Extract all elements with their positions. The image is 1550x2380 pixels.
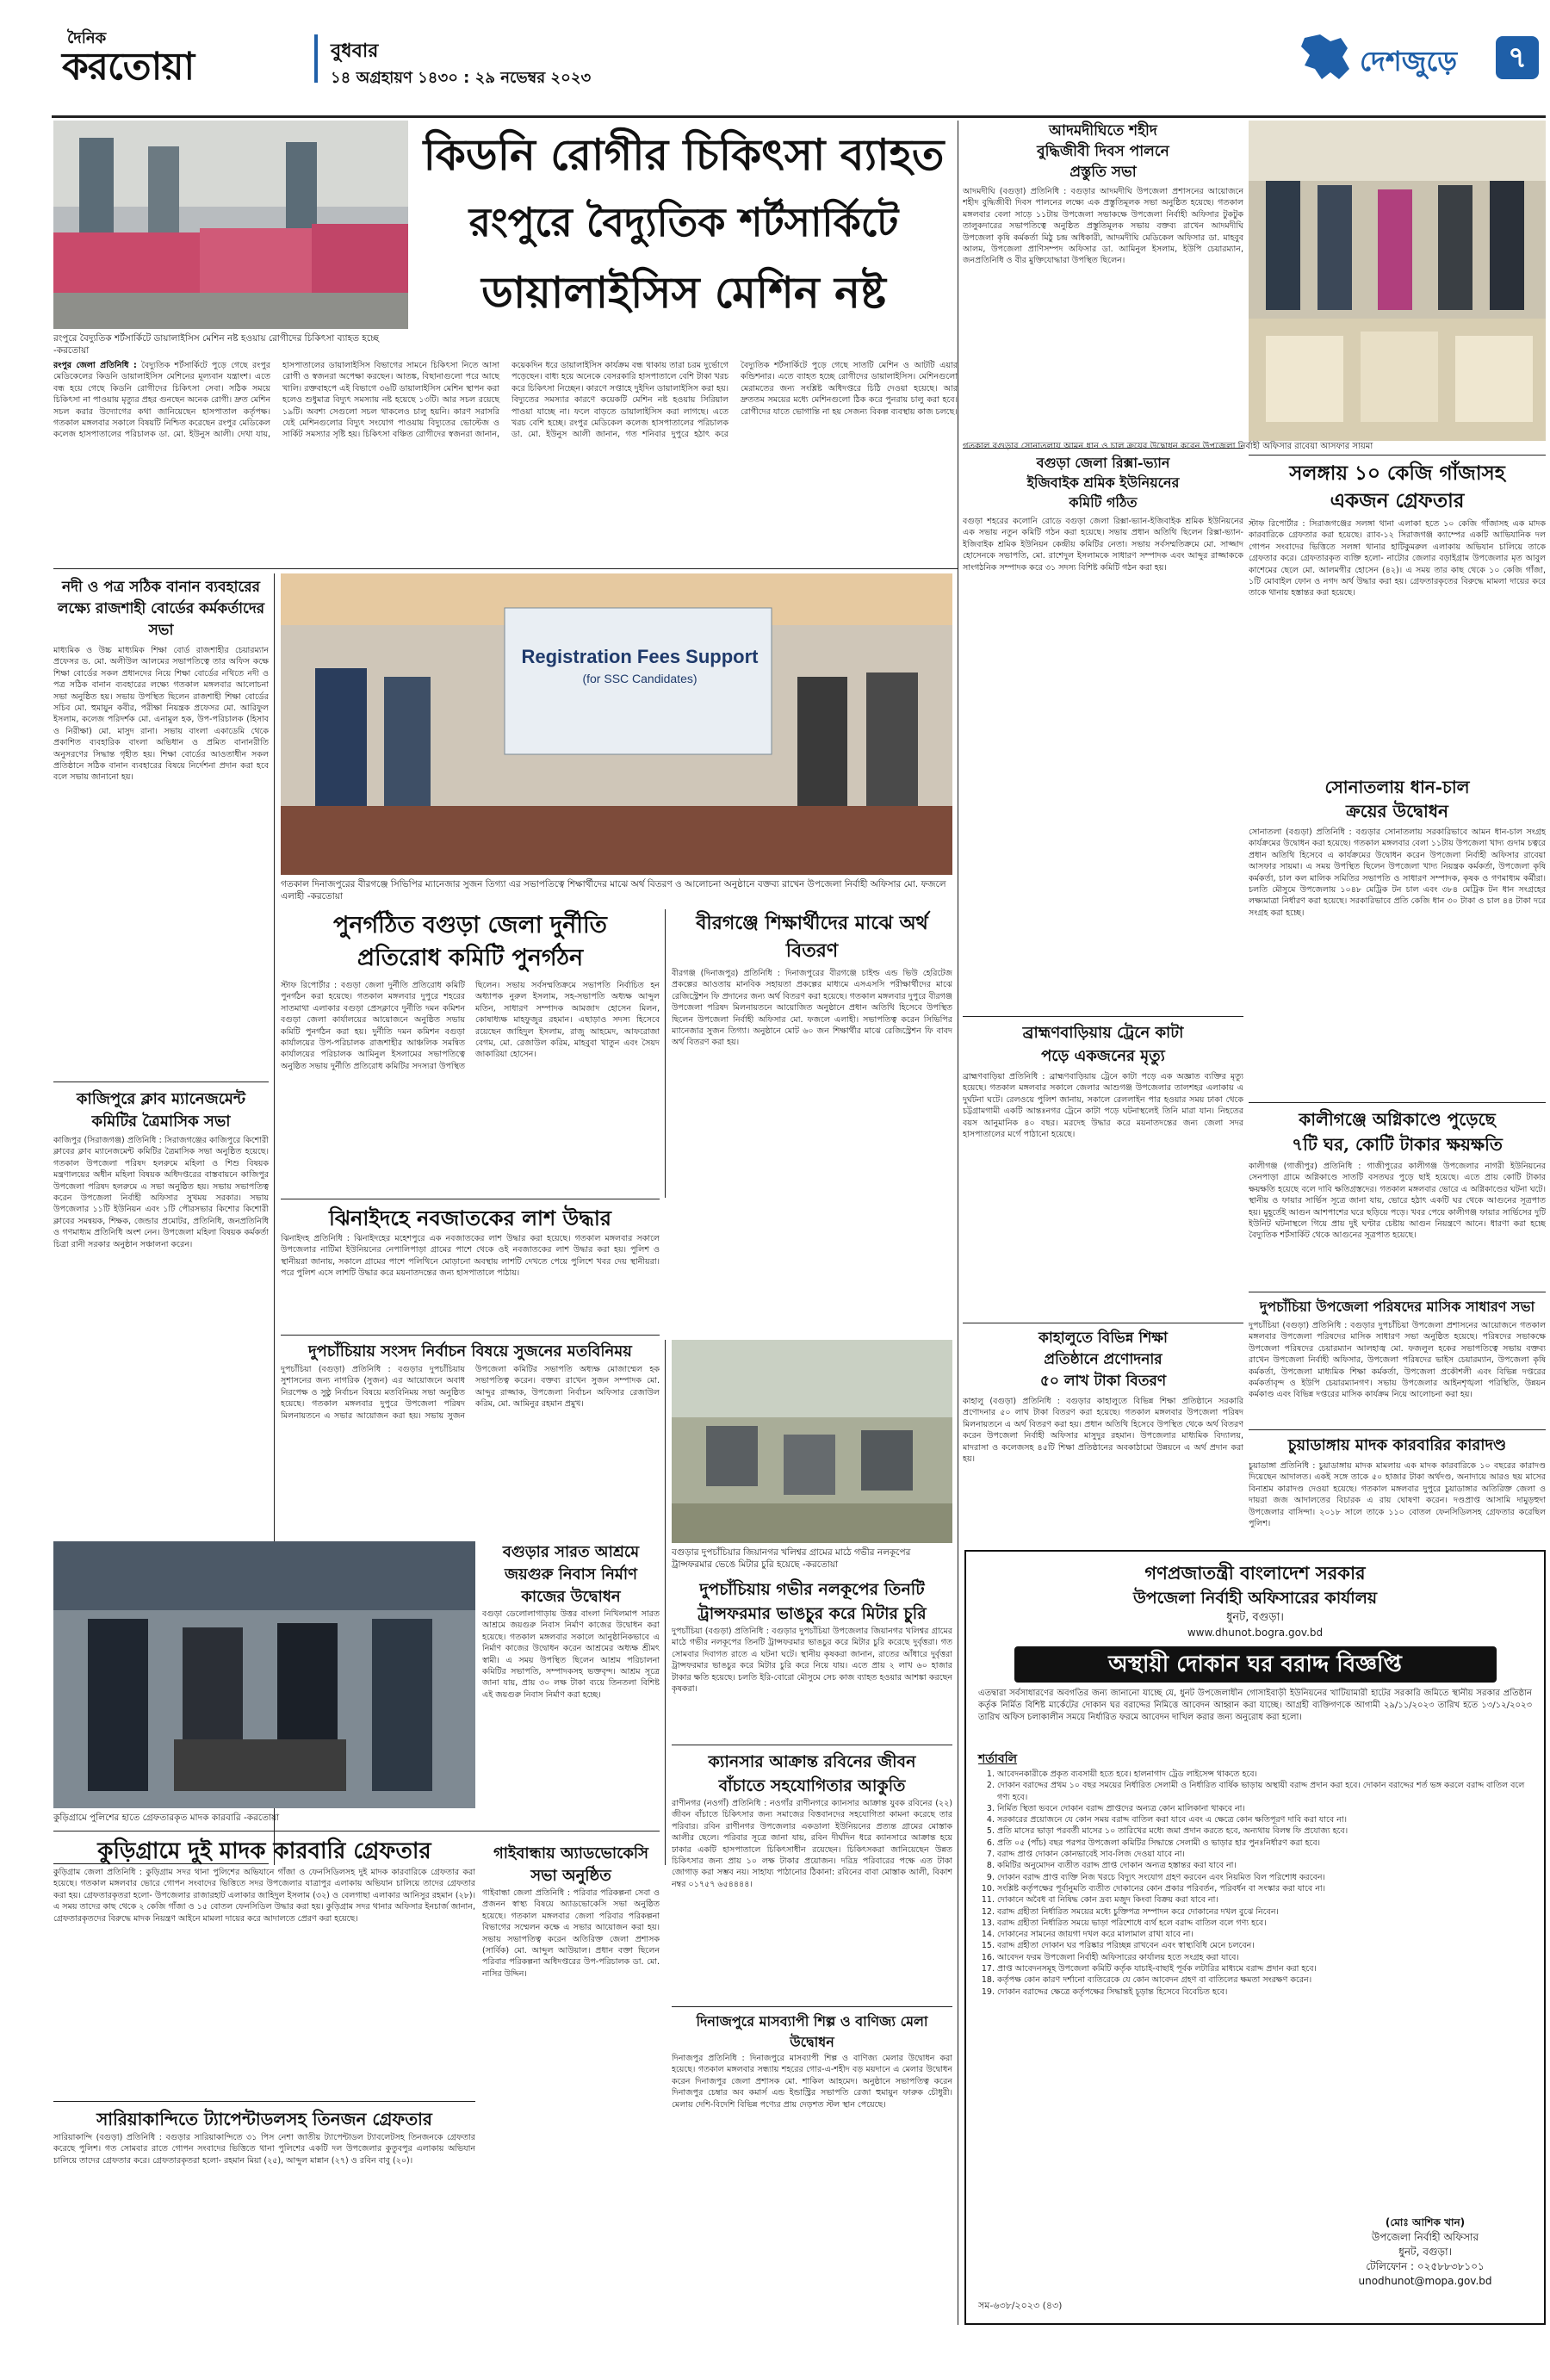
kidney-bottom-rule xyxy=(53,568,958,569)
nodi-story xyxy=(53,573,269,1063)
issue-date: ১৪ অগ্রহায়ণ ১৪৩০ : ২৯ নভেম্বর ২০২৩ xyxy=(331,69,592,87)
brahmanbaria-headline-2: পড়ে একজনের মৃত্যু xyxy=(1041,1047,1165,1065)
birganj-headline: বীরগঞ্জে শিক্ষার্থীদের মাঝে অর্থ বিতরণ xyxy=(696,912,928,962)
sarat-headline: বগুড়ার সারত আশ্রমে জয়গুরু নিবাস নির্মাণ কাজের উদ্বোধন xyxy=(502,1543,640,1606)
sarat-story xyxy=(482,1541,660,1807)
rice-sacks-photo xyxy=(1249,121,1546,441)
brahmanbaria-body: ব্রাহ্মণবাড়িয়া প্রতিনিধি : ব্রাহ্মণবাড়িয়ায় ট্রেনে কাটা পড়ে এক অজ্ঞাত ব্যক্তির মৃত্যু হয়েছে। গতকাল মঙ্গলবার সকালে জেলার আশুগঞ্জ উপজেলার তালশহর এলাকায় এ দুর্ঘটনা ঘটে। রেলওয়ে পুলিশ জানায়, সকালে রেললাইন পার হওয়ার সময় ঢাকা থেকে চট্টগ্রামগামী একটি আন্তঃনগর ট্রেনে কাটা পড়ে ঘটনাস্থলেই তিনি মারা যান। নিহতের বয়স আনুমানিক ৪০ বছর। মরদেহ উদ্ধার করে ময়নাতদন্তের জন্য জেলা সদর হাসপাতালের মর্গে পাঠানো হয়েছে। xyxy=(963,1072,1243,1140)
mid-rule-2 xyxy=(281,1335,660,1336)
salanga-body: স্টাফ রিপোর্টার : সিরাজগঞ্জের সলঙ্গা থানা এলাকা হতে ১০ কেজি গাঁজাসহ এক মাদক কারবারিকে গ্রেফতার করা হয়েছে। র‍্যাব-১২ সিরাজগঞ্জ ক্যাম্পের একটি আভিযানিক দল গোপন সংবাদের ভিত্তিতে সলঙ্গা থানার হাটিকুমরুল এলাকায় অভিযান চালিয়ে তাকে গ্রেফতার করে। গ্রেফতারকৃত ব্যক্তি হলো- নাটোর জেলার বড়াইগ্রাম উপজেলার মৃত আবুল কাশেমের ছেলে মো. আলমগীর হোসেন (৪২)। এ সময় তার কাছ থেকে ১০ কেজি গাঁজা, ১টি মোবাইল ফোন ও নগদ অর্থ উদ্ধার করা হয়। গ্রেফতারকৃতের বিরুদ্ধে মামলা দায়ের করে তাকে থানায় হস্তান্তর করা হয়েছে। xyxy=(1249,519,1546,598)
sonatola-body: সোনাতলা (বগুড়া) প্রতিনিধি : বগুড়ার সোনাতলায় সরকারিভাবে আমন ধান-চাল সংগ্রহ কার্যক্রমের উদ্বোধন করা হয়েছে। গতকাল মঙ্গলবার বেলা ১১টায় উপজেলা খাদ্য গুদাম চত্বরে প্রধান অতিথি হিসেবে এ কার্যক্রমের উদ্বোধন করেন উপজেলা নির্বাহী অফিসার রাবেয়া আসফার সায়মা। এ সময় উপস্থিত ছিলেন উপজেলা খাদ্য নিয়ন্ত্রক কর্মকর্তা, উপজেলা কৃষি কর্মকর্তা, চাল কল মালিক সমিতির সভাপতি ও সাধারণ সম্পাদক, কৃষক ও গণমাধ্যম কর্মীরা। চলতি মৌসুমে উপজেলায় ১০৪৮ মেট্রিক টন চাল এবং ৩৮৪ মেট্রিক টন ধান সংগ্রহের লক্ষ্যমাত্রা নির্ধারণ করা হয়েছে। সরকারিভাবে প্রতি কেজি ধান ৩০ টাকা ও চাল ৪৪ টাকা দরে সংগ্রহ করা হচ্ছে। xyxy=(1249,827,1546,918)
sonatola-headline-1: সোনাতলায় ধান-চাল xyxy=(1324,777,1470,797)
cancer-story xyxy=(672,1750,952,2001)
notice-signer-place: ধুনট, বগুড়া। xyxy=(1398,2246,1452,2258)
kidney-body-text: বৈদ্যুতিক শর্টসার্কিটে পুড়ে গেছে রংপুর মেডিকেলের কিডনি ডায়ালাইসিস মেশিনের মূল্যবান যন্ত্রাংশ। এতে বন্ধ হয়ে গেছে কিডনি রোগীদের চিকিৎসা সেবা। সঠিক সময়ে চিকিৎসা না পাওয়ায় মৃত্যুর প্রহর গুনছেন অনেক রোগী। দ্রুত মেশিন সচল করার উদ্যোগের কথা জানিয়েছেন হাসপাতাল কর্তৃপক্ষ। গতকাল মঙ্গলবার সকালে বিষয়টি নিশ্চিত করেছেন রংপুর মেডিকেল কলেজ হাসপাতালের পরিচালক ডা. মো. ইউনুস আলী। দেখা যায়, হাসপাতালের ডায়ালাইসিস বিভাগের সামনে চিকিৎসা নিতে আসা রোগী ও স্বজনরা অপেক্ষা করছেন। আতঙ্ক, বিছানাগুলো পরে আছে খালি। রক্তবাহপে এই বিভাগে ৩৬টি ডায়ালাইসিস মেশিন স্থাপন করা হলেও শুধুমাত্র বিদ্যুৎ সমস্যায় নষ্ট হয়েছে ১৩টি। আর সচল রয়েছে ১৯টি। অবশ্য সেগুলো সচল থাকলেও চালু হয়নি। কারণ সরাসরি যেই মেশিনগুলোর বিদ্যুৎ সংযোগ পাওয়ায় বিদ্যুতের ভোল্টেজ ও সার্কিট সমস্যার সৃষ্টি হয়। চিকিৎসা বঞ্চিত রোগীদের স্বজনরা জানান, কয়েকদিন ধরে ডায়ালাইসিস কার্যক্রম বন্ধ থাকায় তারা চরম দুর্ভোগে পড়েছেন। বাধ্য হয়ে অনেকে বেসরকারি হাসপাতালে বেশি টাকা খরচ করে চিকিৎসা নিচ্ছেন। কারণে সপ্তাহে দুইদিন ডায়ালাইসিস করা হয়। বিদ্যুতের সমস্যার কারণে কয়েকটি মেশিন নষ্ট হওয়ায় সিরিয়াল পাওয়া যাচ্ছে না। ফলে বাড়তে ডায়ালাইসিস করা লাগছে। এতে খরচ বেশি হচ্ছে। রংপুর মেডিকেল কলেজ হাসপাতালের পরিচালক ডা. মো. ইউনুস আলী জানান, গত শনিবার দুপুরে হঠাৎ করে বৈদ্যুতিক শর্টসার্কিটে পুড়ে গেছে সাতটি মেশিন ও আটটি এয়ার কন্ডিশনার। এতে ব্যাহত হচ্ছে রোগীদের ডায়ালাইসিস। মেশিনগুলো মেরামতের জন্য সংশ্লিষ্ট অধিদপ্তরে চিঠি দেওয়া হয়েছে। আর দ্রুততম সময়ের মধ্যে মেশিনগুলো ঠিক করে পুনরায় চালু করা হবে। রোগীদের যাতে ভোগান্তি না হয় সেজন্য বিকল্প ব্যবস্থায় কাজ চলছে। xyxy=(53,361,958,440)
sariakandi-body: সারিয়াকান্দি (বগুড়া) প্রতিনিধি : বগুড়ার সারিয়াকান্দিতে ৩১ পিস নেশা জাতীয় ট্যাপেন্টাডল ট্যাবলেটসহ তিনজনকে গ্রেফতার করেছে পুলিশ। গত সোমবার রাতে গোপন সংবাদের ভিত্তিতে থানা পুলিশের একটি দল উপজেলার কুতুবপুর এলাকায় অভিযান চালিয়ে তাদের গ্রেফতার করে। গ্রেফতারকৃতরা হলো- রহমান মিয়া (২৫), আব্দুল মান্নান (২৭) ও রবিন বাবু (২০)। xyxy=(53,2133,475,2166)
birganj-story xyxy=(672,909,952,1183)
condition-item: 1. আবেদনকারীকে প্রকৃত ব্যবসায়ী হতে হবে। হালনাগাদ ট্রেড লাইসেন্স থাকতে হবে। xyxy=(997,1769,1532,1780)
dupchanchia3-story xyxy=(1249,1297,1546,1423)
sariakandi-rule xyxy=(53,2101,475,2102)
notice-gov: গণপ্রজাতন্ত্রী বাংলাদেশ সরকার xyxy=(1144,1562,1366,1584)
adamdighi-body: আদমদীঘি (বগুড়া) প্রতিনিধি : বগুড়ার আদমদীঘি উপজেলা প্রশাসনের আয়োজনে শহীদ বুদ্ধিজীবী দিবস পালনের লক্ষ্যে এক প্রস্তুতিমূলক সভা অনুষ্ঠিত হয়েছে। গতকাল মঙ্গলবার বেলা সাড়ে ১১টায় উপজেলা সভাকক্ষে উপজেলা নির্বাহী অফিসার টুকটুক তালুকদারের সভাপতিত্বে অনুষ্ঠিত প্রস্তুতিমূলক সভায় বক্তব্য রাখেন আদমদীঘি উপজেলা কৃষি কর্মকর্তা মিঠু চন্দ্র অধিকারী, আদমদীঘি মেডিকেল অফিসার ডা. মাহবুব আলম, উপজেলা প্রাণিসম্পদ অফিসার ডা. আমিনুল ইসলাম, ইউপি চেয়ারম্যান, জনপ্রতিনিধি ও বীর মুক্তিযোদ্ধারা উপস্থিত ছিলেন। xyxy=(963,187,1243,266)
adamdighi-headline-2: বুদ্ধিজীবী দিবস পালনে xyxy=(1037,143,1169,160)
kahalu-headline-1: কাহালুতে বিভিন্ন শিক্ষা xyxy=(1038,1329,1168,1347)
kurigram-headline: কুড়িগ্রামে দুই মাদক কারবারি গ্রেফতার xyxy=(97,1838,431,1864)
transformer-photo xyxy=(672,1340,952,1543)
brahmanbaria-story xyxy=(963,1021,1243,1312)
condition-item: 19. দোকান বরাদ্দের ক্ষেত্রে কর্তৃপক্ষের সিদ্ধান্তই চূড়ান্ত হিসেবে বিবেচিত হবে। xyxy=(997,1986,1532,1998)
sariakandi-headline: সারিয়াকান্দিতে ট্যাপেন্টাডলসহ তিনজন গ্রেফতার xyxy=(96,2109,432,2129)
sujon-story xyxy=(281,1340,660,1536)
sariakandi-story xyxy=(53,2106,475,2339)
kidney-photo-caption: রংপুরে বৈদ্যুতিক শর্টসার্কিটে ডায়ালাইসিস মেশিন নষ্ট হওয়ায় রোগীদের চিকিৎসা ব্যাহত হচ্ছে -করতোয়া xyxy=(53,333,379,356)
notice-signer: (মোঃ আশিক খান) xyxy=(1385,2216,1466,2228)
dinajpur-rule xyxy=(672,2006,952,2007)
condition-item: 18. কর্তৃপক্ষ কোন কারণ দর্শানো ব্যতিরেকে যে কোন আবেদন গ্রহণ বা বাতিলের ক্ষমতা সংরক্ষণ করেন। xyxy=(997,1974,1532,1986)
kidney-headline-1: কিডনি রোগীর চিকিৎসা ব্যাহত xyxy=(423,129,945,180)
kahalu-body: কাহালু (বগুড়া) প্রতিনিধি : বগুড়ার কাহালুতে বিভিন্ন শিক্ষা প্রতিষ্ঠানে সরকারি প্রণোদনার ৫০ লাখ টাকা বিতরণ করা হয়েছে। গতকাল মঙ্গলবার উপজেলা পরিষদ মিলনায়তনে এ অর্থ বিতরণ করা হয়। প্রধান অতিথি হিসেবে উপস্থিত থেকে অর্থ বিতরণ করেন উপজেলা নির্বাহী অফিসার মাসুদুর রহমান। উপজেলার মাধ্যমিক বিদ্যালয়, মাদরাসা ও কলেজসহ ৪৫টি শিক্ষা প্রতিষ্ঠানের অবকাঠামো উন্নয়নে এ অর্থ প্রদান করা হয়। xyxy=(963,1397,1243,1465)
col-rule-3 xyxy=(665,1340,666,1865)
bangladesh-map-icon xyxy=(1296,31,1356,83)
notice-conditions-title: শর্তাবলি xyxy=(978,1752,1018,1766)
rickshaw-headline-2: ইজিবাইক শ্রমিক ইউনিয়নের xyxy=(1026,474,1180,491)
notice-title: অস্থায়ী দোকান ঘর বরাদ্দ বিজ্ঞপ্তি xyxy=(1108,1652,1402,1677)
brahmanbaria-headline-1: ব্রাহ্মণবাড়িয়ায় ট্রেনে কাটা xyxy=(1022,1024,1184,1042)
kazipur-body: কাজিপুর (সিরাজগঞ্জ) প্রতিনিধি : সিরাজগঞ্জের কাজিপুরে কিশোরী ক্লাবের ক্লাব ম্যানেজমেন্ট কমিটির ত্রৈমাসিক সভা অনুষ্ঠিত হয়েছে। গতকাল উপজেলা পরিষদ হলরুমে মহিলা ও শিশু বিষয়ক মন্ত্রণালয়ের অধীন মহিলা বিষয়ক অধিদপ্তরের বাস্তবায়নে কাজিপুর উপজেলা পরিষদ হলরুমে এ সভা অনুষ্ঠিত হয়। সভায় সভাপতিত্ব করেন উপজেলা নির্বাহী অফিসার সুখময় সরকার। সভায় উপজেলার ১১টি ইউনিয়ন এবং ১টি পৌরসভার কিশোর কিশোরী ক্লাবের সমন্বয়ক, শিক্ষক, জেন্ডার প্রমোটর, প্রতিনিধি, জনপ্রতিনিধি ও গণমাধ্যম প্রতিনিধি অংশ নেন। উপজেলা মহিলা বিষয়ক কর্মকর্তা চিত্রা রানী সরকার অনুষ্ঠান সঞ্চালনা করেন। xyxy=(53,1136,269,1249)
anticorruption-headline-2: প্রতিরোধ কমিটি পুনর্গঠন xyxy=(356,945,584,971)
notice-place: ধুনট, বগুড়া। xyxy=(1226,1611,1284,1624)
kaliganj-story xyxy=(1249,1107,1546,1281)
kidney-headline-2: রংপুরে বৈদ্যুতিক শর্টসার্কিটে xyxy=(468,199,899,245)
notice-email: unodhunot@mopa.gov.bd xyxy=(1358,2275,1492,2287)
kaliganj-headline-1: কালীগঞ্জে অগ্নিকাণ্ডে পুড়েছে xyxy=(1299,1109,1496,1130)
condition-item: 16. আবেদন ফরম উপজেলা নির্বাহী অফিসারের কার্যালয় হতে সংগ্রহ করা যাবে। xyxy=(997,1952,1532,1963)
page-number: ৭ xyxy=(1507,40,1528,75)
transformer-caption: বগুড়ার দুপচাঁচিয়ার জিয়ানগর খলিশ্বর গ্রামের মাঠে গভীর নলকূপের ট্রান্সফরমার ভেঙে মিটার চুরি হয়েছে -করতোয়া xyxy=(672,1547,911,1570)
gaibandha-headline: গাইবান্ধায় অ্যাডভোকেসি সভা অনুষ্ঠিত xyxy=(493,1844,648,1885)
salanga-headline-2: একজন গ্রেফতার xyxy=(1330,489,1465,512)
dinajpur-body: দিনাজপুর প্রতিনিধি : দিনাজপুরে মাসব্যাপী শিল্প ও বাণিজ্য মেলার উদ্বোধন করা হয়েছে। গতকাল মঙ্গলবার সন্ধ্যায় শহরের গোর-এ-শহীদ বড় ময়দানে এ মেলার উদ্বোধন করেন দিনাজপুর জেলা প্রশাসক মো. শাকিল আহমেদ। অনুষ্ঠানে সভাপতিত্ব করেন দিনাজপুর চেম্বার অব কমার্স এন্ড ইন্ডাস্ট্রির সভাপতি রেজা হুমায়ুন ফারুক চৌধুরী। মেলায় দেশি-বিদেশি বিভিন্ন পণ্যের প্রায় দেড়শত স্টল স্থান পেয়েছে। xyxy=(672,2054,952,2110)
drug-arrest-caption: কুড়িগ্রামে পুলিশের হাতে গ্রেফতারকৃত মাদক কারবারি -করতোয়া xyxy=(53,1813,280,1823)
kazipur-headline: কাজিপুরে ক্লাব ম্যানেজমেন্ট কমিটির ত্রৈমাসিক সভা xyxy=(76,1090,246,1131)
masthead xyxy=(0,0,1550,112)
condition-item: 4. সরকারের প্রয়োজনে যে কোন সময় বরাদ্দ বাতিল করা যাবে এবং এ ক্ষেত্রে কোন ক্ষতিপূরণ দাবি করা যাবে না। xyxy=(997,1814,1532,1825)
logo-text: করতোয়া xyxy=(62,45,195,89)
condition-item: 3. নির্মিত স্থিতা ভবনে দোকান বরাদ্দ প্রাপ্তদের অন্যত্র কোন মালিকানা থাকবে না। xyxy=(997,1803,1532,1814)
chuadanga-story xyxy=(1249,1435,1546,1541)
notice-phone: টেলিফোন : ০২৫৮৮৩৮১০১ xyxy=(1366,2260,1485,2272)
salanga-story xyxy=(1249,460,1546,734)
brahmanbaria-rule xyxy=(963,1016,1243,1017)
dupchanchia3-headline: দুপচাঁচিয়া উপজেলা পরিষদের মাসিক সাধারণ সভা xyxy=(1259,1298,1535,1315)
sujon-headline: দুপচাঁচিয়ায় সংসদ নির্বাচন বিষয়ে সুজনের মতবিনিময় xyxy=(308,1342,632,1360)
adamdighi-headline-3: প্রস্তুতি সভা xyxy=(1070,164,1137,181)
condition-item: 7. বরাদ্দ প্রাপ্ত দোকান কোনভাবেই সাব-লিজ দেওয়া যাবে না। xyxy=(997,1849,1532,1860)
condition-item: 8. কমিটির অনুমোদন ব্যতীত বরাদ্দ প্রাপ্ত দোকান অন্যত্র হস্তান্তর করা যাবে না। xyxy=(997,1860,1532,1871)
rickshaw-headline-3: কমিটি গঠিত xyxy=(1069,494,1138,511)
hospital-beds-photo xyxy=(53,121,408,329)
logo-small-text: দৈনিক xyxy=(67,29,107,47)
sujon-body: দুপচাঁচিয়া (বগুড়া) প্রতিনিধি : বগুড়ার দুপচাঁচিয়ায় সুশাসনের জন্য নাগরিক (সুজন) এর আয়োজনে অবাধ নিরপেক্ষ ও সুষ্ঠু নির্বাচন বিষয়ে মতবিনিময় সভা অনুষ্ঠিত হয়েছে। গতকাল মঙ্গলবার দুপুরে উপজেলা পরিষদ মিলনায়তনে এ সভার আয়োজন করা হয়। সভায় সুজন উপজেলা কমিটির সভাপতি অধ্যক্ষ মোজাম্মেল হক সভাপতিত্ব করেন। বক্তব্য রাখেন সুজন সম্পাদক মো. আব্দুর রাজ্জাক, উপজেলা নির্বাচন অফিসার রেজাউল করিম, মো. আমিনুর রহমান প্রমুখ। xyxy=(281,1365,660,1421)
kidney-headline-3: ডায়ালাইসিস মেশিন নষ্ট xyxy=(481,267,886,318)
salanga-headline-1: সলঙ্গায় ১০ কেজি গাঁজাসহ xyxy=(1289,462,1505,485)
event-banner-subtitle: (for SSC Candidates) xyxy=(582,672,698,685)
adamdighi-headline-1: আদমদীঘিতে শহীদ xyxy=(1049,122,1157,139)
cancer-headline-1: ক্যানসার আক্রান্ত রবিনের জীবন xyxy=(708,1752,916,1771)
jhenaidah-story xyxy=(281,1204,660,1328)
kaliganj-headline-2: ৭টি ঘর, কোটি টাকার ক্ষয়ক্ষতি xyxy=(1292,1134,1503,1155)
rickshaw-body: বগুড়া শহরের কলোনি রোডে বগুড়া জেলা রিক্সা-ভ্যান-ইজিবাইক শ্রমিক ইউনিয়নের এক সভায় নতুন কমিটি গঠন করা হয়েছে। সভায় প্রধান অতিথি ছিলেন রিক্সা-ভ্যান-ইজিবাইক শ্রমিক ইউনিয়ন কেন্দ্রীয় কমিটির নেতা। সভায় সর্বসম্মতিক্রমে মো. সাজ্জাদ হোসেনকে সভাপতি, মো. রাশেদুল ইসলামকে সাধারণ সম্পাদক এবং আব্দুর রাজ্জাককে সাংগঠনিক সম্পাদক করে ৩১ সদস্য বিশিষ্ট কমিটি গঠন করা হয়। xyxy=(963,517,1243,573)
condition-item: 5. প্রতি মাসের ভাড়া পরবর্তী মাসের ১০ তারিখের মধ্যে জমা প্রদান করতে হবে, অন্যথায় বিলম্ব ফি প্রযোজ্য হবে। xyxy=(997,1825,1532,1837)
kahalu-headline-3: ৫০ লাখ টাকা বিতরণ xyxy=(1039,1373,1167,1390)
kurigram-story xyxy=(53,1836,475,2094)
rickshaw-story xyxy=(963,453,1243,1007)
kaliganj-rule xyxy=(1249,1102,1546,1103)
notice-signer-title: উপজেলা নির্বাহী অফিসার xyxy=(1371,2231,1479,2243)
newspaper-logo xyxy=(62,26,312,103)
kurigram-body: কুড়িগ্রাম জেলা প্রতিনিধি : কুড়িগ্রাম সদর থানা পুলিশের অভিযানে গাঁজা ও ফেনসিডিলসহ দুই মাদক কারবারিকে গ্রেফতার করা হয়েছে। গতকাল মঙ্গলবার ভোরে গোপন সংবাদের ভিত্তিতে সদর উপজেলার যাত্রাপুর এলাকায় অভিযান চালিয়ে তাদের গ্রেফতার করা হয়। গ্রেফতারকৃতরা হলো- উপজেলার রাজারহাট এলাকার জাহিদুল ইসলাম (৩২) ও বেলগাছা এলাকার আনিসুর রহমান (২৮)। এ সময় তাদের কাছ থেকে ২ কেজি গাঁজা ও ১৫ বোতল ফেনসিডিল উদ্ধার করা হয়। কুড়িগ্রাম সদর থানার অফিসার ইনচার্জ জানান, গ্রেফতারকৃতদের বিরুদ্ধে মাদক নিয়ন্ত্রণ আইনে মামলা দায়ের করে আদালতে প্রেরণ করা হয়েছে। xyxy=(53,1868,475,1924)
section-name: দেশজুড়ে xyxy=(1360,45,1458,77)
gaibandha-body: গাইবান্ধা জেলা প্রতিনিধি : পরিবার পরিকল্পনা সেবা ও প্রজনন স্বাস্থ্য বিষয়ে অ্যাডভোকেসি সভা অনুষ্ঠিত হয়েছে। গতকাল মঙ্গলবার জেলা পরিবার পরিকল্পনা বিভাগের সম্মেলন কক্ষে এ সভার আয়োজন করা হয়। সভায় সভাপতিত্ব করেন অতিরিক্ত জেলা প্রশাসক (সার্বিক) মো. আব্দুল আউয়াল। প্রধান বক্তা ছিলেন পরিবার পরিকল্পনা অধিদপ্তরের উপ-পরিচালক ডা. মো. নাসির উদ্দিন। xyxy=(482,1888,660,1979)
condition-item: 13. বরাদ্দ গ্রহীতা নির্ধারিত সময়ে ভাড়া পরিশোধে ব্যর্থ হলে বরাদ্দ বাতিল বলে গণ্য হবে। xyxy=(997,1918,1532,1929)
cancer-body: রাণীনগর (নওগাঁ) প্রতিনিধি : নওগাঁর রাণীনগরে ক্যানসার আক্রান্ত যুবক রবিনের (২২) জীবন বাঁচাতে চিকিৎসার জন্য সমাজের বিত্তবানদের সহযোগিতা কামনা করেছে তার পরিবার। রবিন রাণীনগর উপজেলার একডালা ইউনিয়নের প্রত্যন্ত গ্রামের মোস্তাক আলীর ছেলে। পরিবার সূত্রে জানা যায়, রবিন দীর্ঘদিন ধরে ক্যানসারে আক্রান্ত হয়ে ঢাকার একটি হাসপাতালে চিকিৎসাধীন রয়েছেন। চিকিৎসকরা জানিয়েছেন উন্নত চিকিৎসার জন্য প্রায় ১০ লক্ষ টাকার প্রয়োজন। দরিদ্র পরিবারের পক্ষে এত টাকা জোগাড় করা সম্ভব নয়। সাহায্য পাঠানোর ঠিকানা: রবিনের বাবা মোস্তাক আলী, বিকাশ নম্বর ০১৭৫৭ ৬৫৪৪৪৪। xyxy=(672,1799,952,1889)
condition-item: 14. দোকানের সামনের জায়গা দখল করে মালামাল রাখা যাবে না। xyxy=(997,1929,1532,1940)
drug-arrest-photo xyxy=(53,1541,475,1808)
kaliganj-body: কালীগঞ্জ (গাজীপুর) প্রতিনিধি : গাজীপুরের কালীগঞ্জ উপজেলার নাগরী ইউনিয়নের সেনপাড়া গ্রামে অগ্নিকাণ্ডে সাতটি বসতঘর পুড়ে ছাই হয়েছে। এতে প্রায় কোটি টাকার ক্ষয়ক্ষতি হয়েছে বলে দাবি ক্ষতিগ্রস্তদের। গতকাল মঙ্গলবার ভোরে এ অগ্নিকাণ্ডের ঘটনা ঘটে। স্থানীয় ও ফায়ার সার্ভিস সূত্রে জানা যায়, ভোরে হঠাৎ একটি ঘর থেকে আগুনের সূত্রপাত হয়। মুহূর্তেই আগুন আশপাশের ঘরে ছড়িয়ে পড়ে। খবর পেয়ে কালীগঞ্জ ফায়ার সার্ভিসের দুটি ইউনিট ঘটনাস্থলে গিয়ে প্রায় দুই ঘণ্টার চেষ্টায় আগুন নিয়ন্ত্রণে আনে। ধারণা করা হচ্ছে বৈদ্যুতিক শর্টসার্কিট থেকে আগুনের সূত্রপাত হয়েছে। xyxy=(1249,1162,1546,1241)
condition-item: 6. প্রতি ০৫ (পাঁচ) বছর পরপর উপজেলা কমিটির সিদ্ধান্তে সেলামী ও ভাড়ার হার পুনঃনির্ধারণ করা হবে। xyxy=(997,1838,1532,1849)
chuadanga-rule xyxy=(1249,1429,1546,1430)
scholarship-photo-caption: গতকাল দিনাজপুরের বীরগঞ্জে সিভিপির ম্যানেজার সুজন তিগ্যা এর সভাপতিত্বে শিক্ষার্থীদের মাঝে অর্থ বিতরণ ও আলোচনা অনুষ্ঠানে বক্তব্য রাখেন উপজেলা নির্বাহী অফিসার মো. ফজলে এলাহী -করতোয়া xyxy=(281,879,946,902)
transformer-headline-2: ট্রান্সফরমার ভাঙচুর করে মিটার চুরি xyxy=(698,1604,927,1623)
page-number-badge xyxy=(1496,36,1539,79)
jhenaidah-body: ঝিনাইদহ প্রতিনিধি : ঝিনাইদহের মহেশপুরে এক নবজাতকের লাশ উদ্ধার করা হয়েছে। গতকাল মঙ্গলবার সকালে উপজেলার নাটিমা ইউনিয়নের নেপালিপাড়া গ্রামের পাশে থেকে ওই নবজাতকের লাশ উদ্ধার করা হয়। পুলিশ ও স্থানীয়রা জানায়, সকালে গ্রামের পাশে পলিথিনে মোড়ানো অবস্থায় লাশটি দেখতে পেয়ে পুলিশে খবর দেয় স্থানীয়রা। পরে পুলিশ এসে লাশটি উদ্ধার করে ময়নাতদন্তের জন্য হাসপাতালে পাঠায়। xyxy=(281,1234,660,1279)
sonatola-headline-2: ক্রয়ের উদ্বোধন xyxy=(1346,801,1448,821)
kidney-byline: রংপুর জেলা প্রতিনিধি : xyxy=(53,361,137,370)
condition-item: 17. প্রাপ্ত আবেদনসমূহ উপজেলা কমিটি কর্তৃক যাচাই-বাছাই পূর্বক লটারির মাধ্যমে বরাদ্দ প্রদান করা হবে। xyxy=(997,1963,1532,1974)
anticorruption-body: স্টাফ রিপোর্টার : বগুড়া জেলা দুর্নীতি প্রতিরোধ কমিটি পুনর্গঠন করা হয়েছে। গতকাল মঙ্গলবার দুপুরে শহরের সাতমাথা এলাকার বগুড়া প্রেসক্লাবে দুর্নীতি দমন কমিশন বগুড়া জেলা কার্যালয়ের আয়োজনে অনুষ্ঠিত সভায় কমিটি পুনর্গঠন করা হয়। দুর্নীতি দমন কমিশন বগুড়া কার্যালয়ের উপ-পরিচালক রাজশাহীর আঞ্চলিক সমন্বিত কার্যালয়ের পরিচালক আমিনুল ইসলামের সভাপতিত্বে অনুষ্ঠিত সভায় দুর্নীতি প্রতিরোধ কমিটির সদস্যরা উপস্থিত ছিলেন। সভায় সর্বসম্মতিক্রমে সভাপতি নির্বাচিত হন অধ্যাপক নুরুল ইসলাম, সহ-সভাপতি অধ্যক্ষ আব্দুল মতিন, সাধারণ সম্পাদক আমজাদ হোসেন মিলন, কোষাধ্যক্ষ মাহফুজুর রহমান। এছাড়াও সদস্য হিসেবে রয়েছেন জাহিদুল ইসলাম, রাজু আহমেদ, আফরোজা বেগম, মো. রেজাউল করিম, মাহবুবা খাতুন এবং সৈয়দ জাকারিয়া হোসেন। xyxy=(281,981,660,1071)
cancer-headline-2: বাঁচাতে সহযোগিতার আকুতি xyxy=(718,1776,906,1795)
dinajpur-story xyxy=(672,2011,952,2363)
issue-day: বুধবার xyxy=(331,40,379,62)
rice-procurement-caption: গতকাল বগুড়ার সোনাতলায় আমন ধান ও চাল ক্রয়ের উদ্বোধন করেন উপজেলা নির্বাহী অফিসার রাবেয়া আসফার সায়মা xyxy=(963,442,1373,451)
masthead-divider xyxy=(314,34,318,83)
condition-item: 9. দোকান বরাদ্দ প্রাপ্ত ব্যক্তি নিজ খরচে বিদ্যুৎ সংযোগ গ্রহণ করবেন এবং নিয়মিত বিল পরিশোধ করবেন। xyxy=(997,1872,1532,1883)
chuadanga-body: চুয়াডাঙ্গা প্রতিনিধি : চুয়াডাঙ্গায় মাদক মামলায় এক মাদক কারবারিকে ১০ বছরের কারাদণ্ড দিয়েছেন আদালত। একই সঙ্গে তাকে ৫০ হাজার টাকা অর্থদণ্ড, অনাদায়ে আরও ছয় মাসের বিনাশ্রম কারাদণ্ড দেওয়া হয়েছে। গতকাল মঙ্গলবার দুপুরে চুয়াডাঙ্গার অতিরিক্ত জেলা ও দায়রা জজ আদালতের বিচারক এ রায় ঘোষণা করেন। দণ্ডপ্রাপ্ত আসামি দামুড়হুদা উপজেলার বাসিন্দা। ২০১৮ সালে তাকে ১১০ বোতল ফেনসিডিলসহ গ্রেফতার করেছিল পুলিশ। xyxy=(1249,1461,1546,1529)
dinajpur-headline: দিনাজপুরে মাসব্যাপী শিল্প ও বাণিজ্য মেলা উদ্বোধন xyxy=(696,2013,928,2050)
condition-item: 10. সংশ্লিষ্ট কর্তৃপক্ষের পূর্বানুমতি ব্যতীত দোকানের কোন প্রকার পরিবর্তন, পরিবর্ধন বা সংস্কার করা যাবে না। xyxy=(997,1883,1532,1894)
notice-ref: সম-৬৩৮/২০২৩ (৪৩) xyxy=(978,2300,1063,2311)
rickshaw-headline-1: বগুড়া জেলা রিক্সা-ভ্যান xyxy=(1036,455,1170,471)
sonatola-story xyxy=(1249,775,1546,1102)
dupchanchia3-body: দুপচাঁচিয়া (বগুড়া) প্রতিনিধি : বগুড়ার দুপচাঁচিয়া উপজেলা প্রশাসনের আয়োজনে গতকাল মঙ্গলবার উপজেলা পরিষদের মাসিক সাধারণ সভা অনুষ্ঠিত হয়েছে। পরিষদের সভাকক্ষে উপজেলা পরিষদের চেয়ারম্যান আলহাজ্ব মো. ফজলুল হকের সভাপতিত্বে সভায় বক্তব্য রাখেন উপজেলা নির্বাহী অফিসার, উপজেলা পরিষদের ভাইস চেয়ারম্যান, উপজেলা কৃষি কর্মকর্তা, উপজেলা মাধ্যমিক শিক্ষা কর্মকর্তা, উপজেলা প্রকৌশলী এবং বিভিন্ন দপ্তরের কর্মকর্তাবৃন্দ ও ইউপি চেয়ারম্যানগণ। সভায় উপজেলার আইনশৃঙ্খলা পরিস্থিতি, উন্নয়ন কর্মকাণ্ড এবং বিভিন্ন দপ্তরের মাসিক কার্যক্রম নিয়ে আলোচনা করা হয়। xyxy=(1249,1321,1546,1400)
nodi-body: মাধ্যমিক ও উচ্চ মাধ্যমিক শিক্ষা বোর্ড রাজশাহীর চেয়ারম্যান প্রফেসর ড. মো. অলীউল আলমের সভাপতিত্বে তার অফিস কক্ষে শিক্ষা বোর্ডের সকল প্রধানদের নিয়ে শিক্ষা বোর্ডের নথিতে নদী ও পত্র সঠিক বানান ব্যবহারের লক্ষ্যে গতকাল মঙ্গলবার আলোচনা সভা অনুষ্ঠিত হয়। সভায় উপস্থিত ছিলেন রাজশাহী শিক্ষা বোর্ডের সচিব মো. হুমায়ুন কবীর, পরীক্ষা নিয়ন্ত্রক প্রফেসর মো. আরিফুল ইসলাম, কলেজ পরিদর্শক মো. এনামুল হক, উপ-পরিচালক (হিসাব ও নিরীক্ষা) মো. মাসুদ রানা। সভায় বাংলা একাডেমি থেকে প্রকাশিত ব্যবহারিক বাংলা অভিধান ও প্রমিত বানানরীতি অনুসরণের সিদ্ধান্ত গৃহীত হয়। শিক্ষা বোর্ডের আওতাধীন সকল প্রতিষ্ঠানে সঠিক বানান ব্যবহারের বিষয়ে নির্দেশনা প্রদান করা হবে বলে সভায় জানানো হয়। xyxy=(53,646,269,783)
jhenaidah-headline: ঝিনাইদহে নবজাতকের লাশ উদ্ধার xyxy=(329,1205,611,1230)
kahalu-headline-2: প্রতিষ্ঠানে প্রণোদনার xyxy=(1044,1351,1162,1368)
condition-item: 12. বরাদ্দ গ্রহীতা নির্ধারিত সময়ের মধ্যে চুক্তিপত্র সম্পাদন করে দোকানের দখল বুঝে নিবেন। xyxy=(997,1906,1532,1918)
col-rule-2 xyxy=(665,909,666,1198)
event-banner-title: Registration Fees Support xyxy=(521,646,759,667)
birganj-body: বীরগঞ্জ (দিনাজপুর) প্রতিনিধি : দিনাজপুরের বীরগঞ্জে চাইল্ড এন্ড ভিউ হেরিটেজ প্রকল্পের আওতায় মানবিক সহায়তা প্রকল্পের মাধ্যমে এসএসসি পরীক্ষার্থীদের মাঝে রেজিস্ট্রেশন ফি প্রদানের জন্য অর্থ বিতরণ করা হয়েছে। গতকাল মঙ্গলবার দুপুরে বীরগঞ্জ উপজেলা পরিষদ মিলনায়তনে আয়োজিত অনুষ্ঠানে প্রধান অতিথি হিসেবে উপস্থিত ছিলেন উপজেলা নির্বাহী অফিসার মো. ফজলে এলাহী। সভাপতিত্ব করেন সিভিপির ম্যানেজার সুজন তিগ্যা। অনুষ্ঠানে মোট ৬০ জন শিক্ষার্থীর মাঝে রেজিস্ট্রেশন ফি বাবদ অর্থ বিতরণ করা হয়। xyxy=(672,969,952,1048)
anticorruption-story xyxy=(281,909,660,1199)
gaibandha-story xyxy=(482,1843,660,2318)
adamdighi-story xyxy=(963,121,1243,436)
notice-signature-block xyxy=(1322,2216,1528,2289)
notice-website: www.dhunot.bogra.gov.bd xyxy=(1187,1627,1324,1639)
condition-item: 2. দোকান বরাদ্দের প্রথম ১০ বছর সময়ের নির্ধারিত সেলামী ও নির্ধারিত বার্ষিক ভাড়ায় অস্থায়ী বরাদ্দ প্রদান করা হবে। দোকান বরাদ্দের শর্ত ভঙ্গ করলে বরাদ্দ বাতিল বলে গণ্য হবে। xyxy=(997,1780,1532,1803)
notice-office: উপজেলা নির্বাহী অফিসারের কার্যালয় xyxy=(1132,1589,1378,1608)
nodi-headline: নদী ও পত্র সঠিক বানান ব্যবহারের লক্ষ্যে রাজশাহী বোর্ডের কর্মকর্তাদের সভা xyxy=(57,579,265,639)
notice-intro: এতদ্বারা সর্বসাধারণের অবগতির জন্য জানানো যাচ্ছে যে, ধুনট উপজেলাধীন গোসাইবাড়ী ইউনিয়নের খাটিয়ামারী হাটের সরকারি জমিতে স্থানীয় সরকার প্রতিষ্ঠান কর্তৃক নির্মিত বিশিষ্ট মার্কেটের দোকান ঘর বরাদ্দের নিমিত্তে আবেদন আহ্বান করা যাচ্ছে। আগ্রহী ব্যক্তিগণকে আগামী ২৯/১১/২০২৩ তারিখ হতে ১৩/১২/২০২৩ তারিখ অফিস চলাকালীন সময়ে নির্ধারিত ফরমে আবেদন দাখিল করার জন্য অনুরোধ করা হলো। xyxy=(978,1689,1532,1722)
kazipur-story xyxy=(53,1087,269,1565)
notice-conditions xyxy=(978,1769,1532,2225)
sarat-body: বগুড়া ডেলোলাগাড়ায় উত্তর বাংলা নিখিলমাপ সারত আশ্রমে জয়গুরু নিবাস নির্মাণ কাজের উদ্বোধন করা হয়েছে। গতকাল মঙ্গলবার সকালে আনুষ্ঠানিকভাবে এ নির্মাণ কাজের উদ্বোধন করেন আশ্রমের অধ্যক্ষ শ্রীমৎ স্বামী। এ সময় উপস্থিত ছিলেন আশ্রম পরিচালনা কমিটির সভাপতি, সম্পাদকসহ ভক্তবৃন্দ। আশ্রম সূত্রে জানা যায়, প্রায় ৩০ লক্ষ টাকা ব্যয়ে তিনতলা বিশিষ্ট এই জয়গুরু নিবাস নির্মাণ করা হচ্ছে। xyxy=(482,1609,660,1700)
condition-item: 15. বরাদ্দ গ্রহীতা দোকান ঘর পরিষ্কার পরিচ্ছন্ন রাখবেন এবং স্বাস্থ্যবিধি মেনে চলবেন। xyxy=(997,1940,1532,1951)
chuadanga-headline: চুয়াডাঙ্গায় মাদক কারবারির কারাদণ্ড xyxy=(1287,1436,1507,1454)
kidney-body xyxy=(53,360,958,563)
anticorruption-headline-1: পুনর্গঠিত বগুড়া জেলা দুর্নীতি xyxy=(333,912,607,939)
transformer-body: দুপচাঁচিয়া (বগুড়া) প্রতিনিধি : বগুড়ার দুপচাঁচিয়া উপজেলার জিয়ানগর খলিশ্বর গ্রামের মাঠে গভীর নলকূপের তিনটি ট্রান্সফরমার ভাঙচুর করে মিটার চুরি করেছে দুর্বৃত্তরা। গত সোমবার দিবাগত রাতে এ ঘটনা ঘটে। স্থানীয় কৃষকরা জানান, রাতের আঁধারে দুর্বৃত্তরা ট্রান্সফরমার ভাঙচুর করে মিটার চুরি করে নিয়ে যায়। এতে প্রায় ২ লাখ ৬০ হাজার টাকার ক্ষতি হয়েছে। চলতি ইরি-বোরো মৌসুমে সেচ কাজ ব্যাহত হওয়ার আশঙ্কা করছেন কৃষকরা। xyxy=(672,1627,952,1695)
transformer-story xyxy=(672,1577,952,1738)
transformer-headline-1: দুপচাঁচিয়ায় গভীর নলকূপের তিনটি xyxy=(699,1580,925,1599)
scholarship-event-photo xyxy=(281,573,952,875)
government-notice xyxy=(964,1550,1546,2325)
salanga-rule-top xyxy=(1249,455,1546,456)
masthead-rule xyxy=(52,115,1546,118)
notice-title-banner xyxy=(1014,1646,1497,1683)
section-logo xyxy=(1296,29,1546,90)
condition-item: 11. দোকানে অবৈধ বা নিষিদ্ধ কোন দ্রব্য মজুদ কিংবা বিক্রয় করা যাবে না। xyxy=(997,1894,1532,1906)
